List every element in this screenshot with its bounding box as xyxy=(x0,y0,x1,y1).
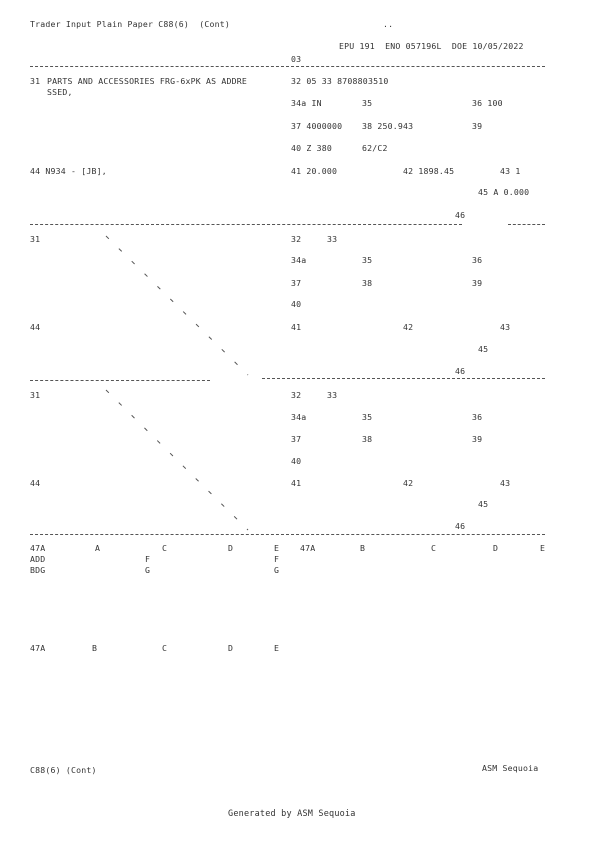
box34a-origin: 34a IN xyxy=(291,98,322,108)
item2-box32: 32 xyxy=(291,234,302,244)
item2-box44: 44 xyxy=(30,322,41,332)
item2-box42: 42 xyxy=(403,322,414,332)
box47-left-r1c0: ADD xyxy=(30,554,46,564)
item2-box36: 36 xyxy=(472,255,483,265)
box46-statistical-value: 46 xyxy=(455,210,466,220)
goods-description-line1: PARTS AND ACCESSORIES FRG-6xPK AS ADDRE xyxy=(47,76,248,86)
item2-box46: 46 xyxy=(455,366,466,376)
item2-box43: 43 xyxy=(500,322,511,332)
box47-right-h1: B xyxy=(360,543,366,553)
item3-box39: 39 xyxy=(472,434,483,444)
item2-strike-line xyxy=(106,236,248,375)
item2-box33: 33 xyxy=(327,234,338,244)
box47-right-h0: 47A xyxy=(300,543,316,553)
item3-box34a: 34a xyxy=(291,412,307,422)
item3-box38: 38 xyxy=(362,434,373,444)
box47-lower-h4: E xyxy=(274,643,280,653)
item3-box36: 36 xyxy=(472,412,483,422)
item3-box43: 43 xyxy=(500,478,511,488)
box47-lower-h0: 47A xyxy=(30,643,46,653)
item3-box45: 45 xyxy=(478,499,489,509)
item3-box40: 40 xyxy=(291,456,302,466)
box47-lower-h2: C xyxy=(162,643,168,653)
item2-box39: 39 xyxy=(472,278,483,288)
item3-box41: 41 xyxy=(291,478,302,488)
box47-right-h3: D xyxy=(493,543,499,553)
box47-right-h2: C xyxy=(431,543,437,553)
box38-net-mass: 38 250.943 xyxy=(362,121,414,131)
box40-extra: 62/C2 xyxy=(362,143,388,153)
box36-preference: 36 100 xyxy=(472,98,503,108)
item2-box31: 31 xyxy=(30,234,41,244)
footer-software: ASM Sequoia xyxy=(482,763,539,773)
footer-form-id: C88(6) (Cont) xyxy=(30,765,97,775)
item2-box40: 40 xyxy=(291,299,302,309)
item3-box35: 35 xyxy=(362,412,373,422)
box43-valuation-method: 43 1 xyxy=(500,166,521,176)
box45-adjustment: 45 A 0.000 xyxy=(478,187,530,197)
box44-additional-info: 44 N934 - [JB], xyxy=(30,166,107,176)
box47-left-r2c2: G xyxy=(145,565,151,575)
box47-left-r2c4: G xyxy=(274,565,280,575)
box47-left-h3: D xyxy=(228,543,234,553)
box35-gross-mass: 35 xyxy=(362,98,373,108)
box42-item-price: 42 1898.45 xyxy=(403,166,455,176)
item3-strike-line xyxy=(106,390,248,530)
item3-box42: 42 xyxy=(403,478,414,488)
box47-lower-h1: B xyxy=(92,643,98,653)
box32-commodity-code: 32 05 33 8708803510 xyxy=(291,76,389,86)
box40-previous-document: 40 Z 380 xyxy=(291,143,333,153)
box47-right-h4: E xyxy=(540,543,546,553)
header-mark: .. xyxy=(383,19,394,29)
generated-by-note: Generated by ASM Sequoia xyxy=(228,809,356,819)
box47-left-h4: E xyxy=(274,543,280,553)
item2-box37: 37 xyxy=(291,278,302,288)
form-reference: EPU 191 ENO 057196L DOE 10/05/2022 xyxy=(339,41,524,51)
box47-left-r1c2: F xyxy=(145,554,151,564)
item2-box38: 38 xyxy=(362,278,373,288)
item2-box35: 35 xyxy=(362,255,373,265)
form-title: Trader Input Plain Paper C88(6) (Cont) xyxy=(30,19,231,29)
item2-box41: 41 xyxy=(291,322,302,332)
box47-lower-h3: D xyxy=(228,643,234,653)
box37-procedure: 37 4000000 xyxy=(291,121,343,131)
item3-box33: 33 xyxy=(327,390,338,400)
page-number: 03 xyxy=(291,54,302,64)
item3-box44: 44 xyxy=(30,478,41,488)
goods-description-line2: SSED, xyxy=(47,87,73,97)
item3-box31: 31 xyxy=(30,390,41,400)
item3-box37: 37 xyxy=(291,434,302,444)
box47-left-h1: A xyxy=(95,543,101,553)
box47-left-h0: 47A xyxy=(30,543,46,553)
item2-box45: 45 xyxy=(478,344,489,354)
item2-box34a: 34a xyxy=(291,255,307,265)
box31-label: 31 xyxy=(30,76,41,86)
box39-quota: 39 xyxy=(472,121,483,131)
item3-box46: 46 xyxy=(455,521,466,531)
box47-left-r1c4: F xyxy=(274,554,280,564)
box47-left-h2: C xyxy=(162,543,168,553)
item3-box32: 32 xyxy=(291,390,302,400)
box47-left-r2c0: BDG xyxy=(30,565,46,575)
box41-supplementary-units: 41 20.000 xyxy=(291,166,338,176)
